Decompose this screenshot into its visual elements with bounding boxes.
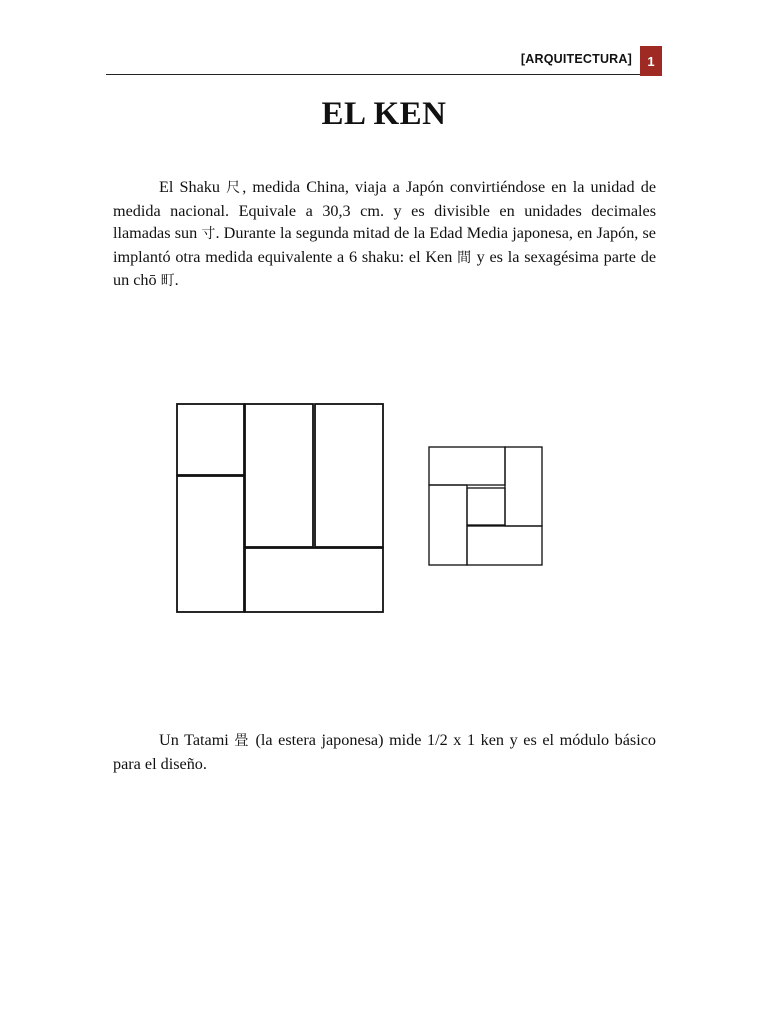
tatami-layout-pinwheel — [429, 447, 542, 565]
tatami-mat — [177, 404, 244, 475]
kanji-cho: 町 — [160, 273, 175, 289]
tatami-layout-outline — [429, 447, 542, 565]
kanji-ken: 間 — [457, 249, 472, 266]
p1-text-e: . — [174, 271, 179, 289]
tatami-mat — [429, 447, 505, 485]
p2-text-a: Un Tatami — [159, 731, 235, 749]
p1-text-d: y es la sexagésima parte de un chō — [113, 247, 656, 289]
tatami-mat — [505, 447, 542, 526]
page-number: 1 — [647, 53, 655, 69]
tatami-mat-center — [467, 488, 505, 525]
p2-text-b: (la estera japonesa) mide 1/2 x 1 ken y es el módulo básico para el diseño. — [113, 731, 657, 773]
tatami-mat — [315, 404, 383, 547]
kanji-sun: 寸 — [201, 226, 216, 242]
tatami-mat — [429, 485, 467, 565]
page-title: EL KEN — [321, 96, 447, 132]
p1-text-a: El Shaku — [159, 178, 227, 196]
kanji-tatami: 畳 — [234, 733, 250, 749]
tatami-mat — [245, 548, 383, 612]
tatami-mat — [467, 526, 542, 565]
tatami-mat — [177, 476, 244, 612]
p1-text-c: . Durante la segunda mitad de la Edad Media japonesa, en Japón, se implantó otra medida equivalente a 6 shaku: el Ken — [113, 224, 656, 266]
tatami-layout-six-mat — [177, 404, 383, 612]
tatami-mat — [245, 404, 313, 547]
header-section-label: [ARQUITECTURA] — [520, 52, 632, 66]
paragraph-tatami — [113, 729, 656, 775]
p1-text-b: , medida China, viaja a Japón convirtiéndose en la unidad de medida nacional. Equivale a 30,3 cm. y es divisible en unidades decimales llamadas sun — [113, 178, 657, 242]
kanji-shaku: 尺 — [226, 180, 243, 196]
